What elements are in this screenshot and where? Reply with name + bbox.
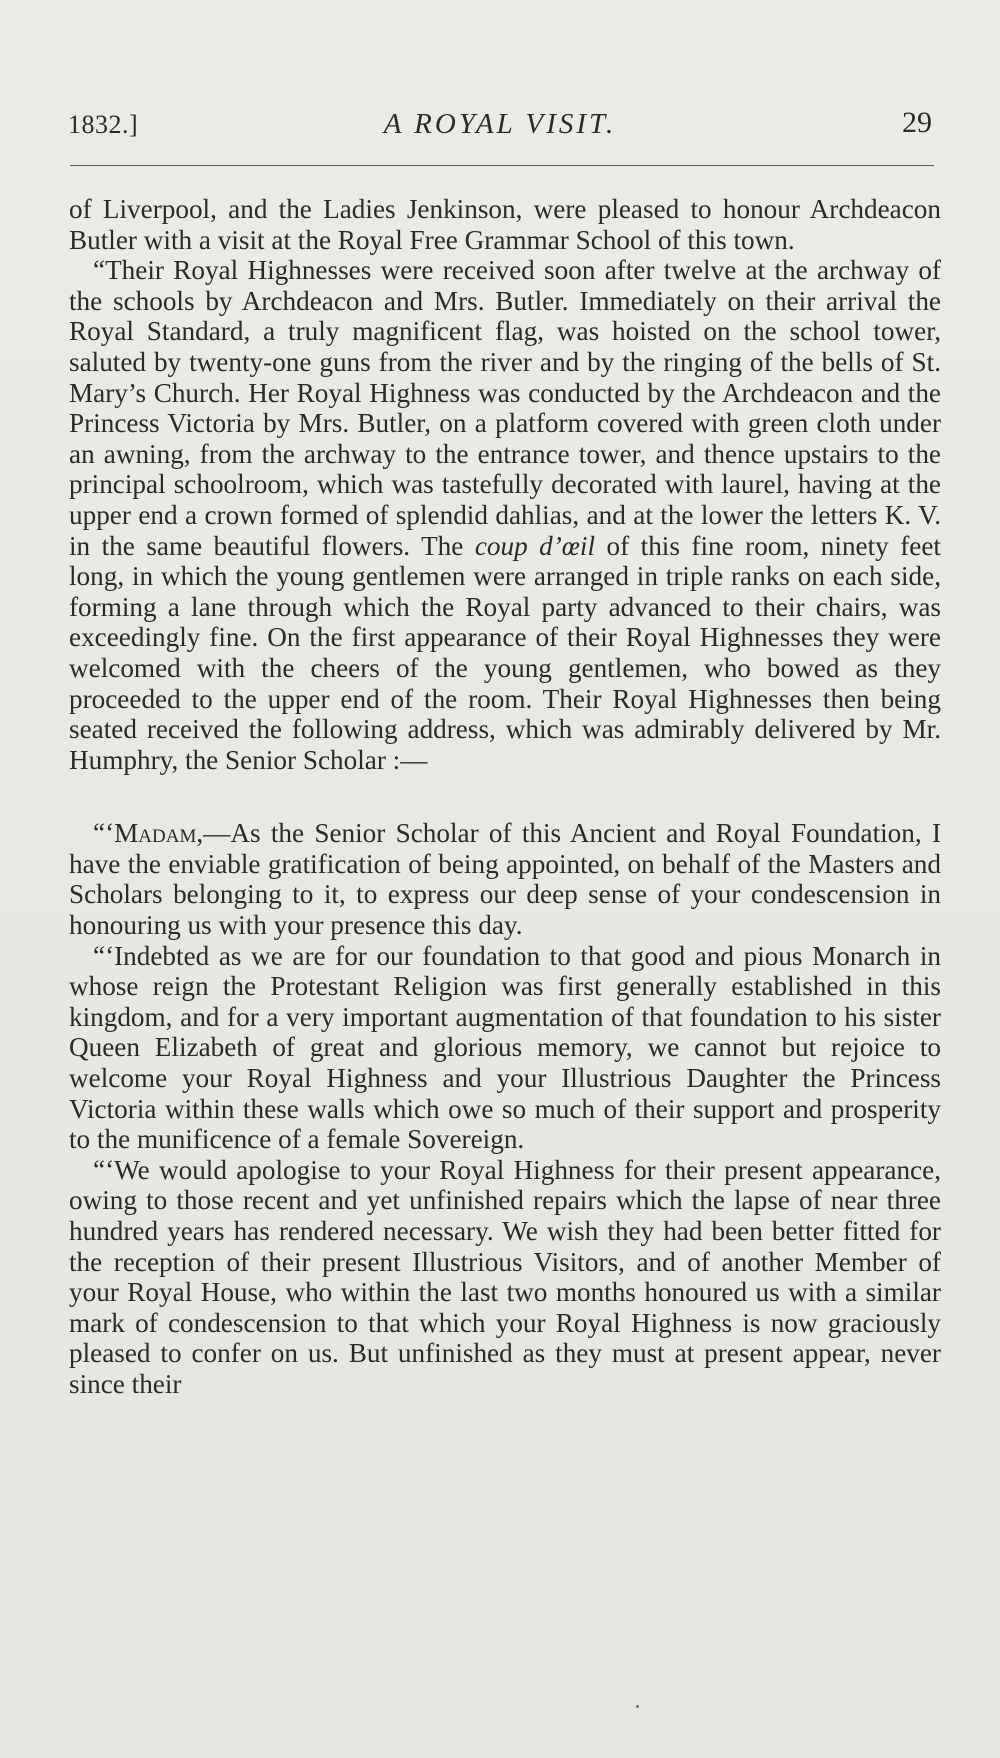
running-header (68, 106, 932, 150)
header-year: 1832.] (68, 110, 139, 139)
header-rule (70, 165, 934, 166)
page-number: 29 (902, 106, 932, 139)
paragraph-address-opening (69, 818, 941, 940)
paragraph-address-apology: “‘We would apologise to your Royal Highness for their present appearance, owing to those recent and yet unfinished repairs which the lapse of near three hundred years has rendered necessary. We wish they had been better fitted for the reception of their present Illustrious Visitors, and of another Member of your Royal House, who within the last two months honoured us with a similar mark of condescension to that which your Royal Highness is now graciously pleased to confer on us. But unfinished as they must at present appear, never since their (69, 1154, 941, 1399)
opening-quote: “‘ (93, 818, 115, 849)
paragraph-address-foundation: “‘Indebted as we are for our foundation to that good and pious Monarch in whose reign the Protestant Religion was first generally established in this kingdom, and for a very important augmentation of that foundation to his sister Queen Elizabeth of great and glorious memory, we cannot but rejoice to welcome your Royal Highness and your Illustrious Daughter the Princess Victoria within these walls which owe so much of their support and prosperity to the munificence of a female Sovereign. (69, 940, 941, 1155)
paragraph-continuation: of Liverpool, and the Ladies Jenkinson, were pleased to honour Archdeacon Butler with a visit at the Royal Free Grammar School of this town. (69, 194, 941, 255)
paragraph-text: of this fine room, ninety feet long, in which the young gentlemen were arranged in triple ranks on each side, forming a lane through which the Royal party advanced to their chairs, was exceedingly fine. On the first appearance of their Royal Highnesses they were welcomed with the cheers of the young gentlemen, who bowed as they proceeded to the upper end of the room. Their Royal Highnesses then being seated received the following address, which was admirably delivered by Mr. Humphry, the Senior Scholar :— (69, 530, 941, 775)
body-text (69, 194, 941, 1400)
paragraph-text: “Their Royal Highnesses were received soon after twelve at the archway of the schools by Archdeacon and Mrs. Butler. Immediately on their arrival the Royal Standard, a truly magnificent flag, was hoisted on the school tower, saluted by twenty-one guns from the river and by the ringing of the bells of St. Mary’s Church. Her Royal Highness was conducted by the Archdeacon and the Princess Victoria by Mrs. Butler, on a platform covered with green cloth under an awning, from the archway to the entrance tower, and thence upstairs to the principal schoolroom, which was tastefully decorated with laurel, having at the upper end a crown formed of splendid dahlias, and at the lower the letters K. V. in the same beautiful flowers. The (69, 255, 941, 561)
header-title: A ROYAL VISIT. (383, 108, 617, 140)
foreign-phrase: coup d’œil (474, 530, 596, 561)
paper-speck (636, 1705, 639, 1708)
paragraph-text: ,—As the Senior Scholar of this Ancient and Royal Foundation, I have the enviable gratification of being appointed, on behalf of the Masters and Scholars belonging to it, to express our deep sense of your condescension in honouring us with your presence this day. (69, 818, 941, 941)
paragraph-visit-account (69, 255, 941, 775)
salutation: Madam (114, 818, 197, 849)
